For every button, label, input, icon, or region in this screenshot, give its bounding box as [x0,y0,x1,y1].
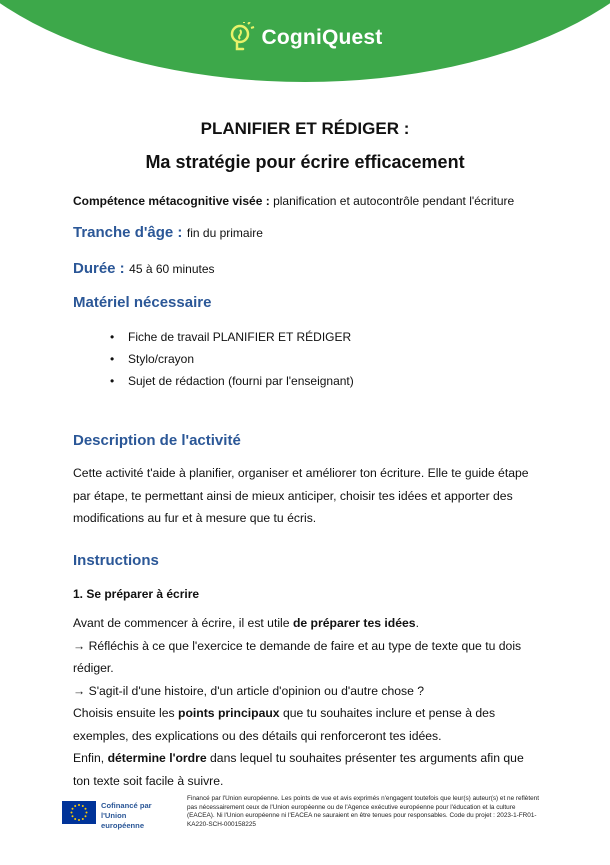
text-line: → S'agit-il d'une histoire, d'un article d'opinion ou d'autre chose ? [73,683,425,698]
duration-line [73,260,215,278]
page-title: PLANIFIER ET RÉDIGER : [200,119,410,138]
materials-list [110,326,354,392]
duration-value: 45 à 60 minutes [129,262,215,276]
bold-span: détermine l'ordre [107,751,207,765]
text-span: que tu souhaites inclure et pense à des [279,706,496,720]
text-line: → Réfléchis à ce que l'exercice te demande de faire et au type de texte que tu dois [73,638,522,653]
text-line: Cette activité t'aide à planifier, organiser et améliorer ton écriture. Elle te guide étape [73,466,529,480]
eu-flag-icon [62,801,96,824]
instructions-heading: Instructions [73,552,159,569]
brand-logo [0,22,610,54]
step1-text [73,612,543,792]
text-line: l'Union européenne [101,811,145,830]
list-item: • Fiche de travail PLANIFIER ET RÉDIGER [110,326,354,348]
age-label: Tranche d'âge : [73,224,183,241]
text-span: Avant de commencer à écrire, il est utile [73,616,293,630]
text-line: exemples, des explications ou des détails qui renforceront tes idées. [73,728,442,743]
text-line: modifications au fur et à mesure que tu écris. [73,511,317,525]
step1-title: 1. Se préparer à écrire [73,587,200,601]
description-text [73,462,543,530]
text-line [73,612,543,635]
age-value: fin du primaire [186,226,263,240]
competence-line [73,194,514,208]
list-item: • Stylo/crayon [110,348,354,370]
bold-span: de préparer tes idées [292,616,416,630]
text-span: dans lequel tu souhaites présenter tes arguments afin que [206,751,524,765]
page-subtitle: Ma stratégie pour écrire efficacement [145,152,465,172]
lightbulb-head-icon [228,22,256,54]
disclaimer-text: Financé par l'Union européenne. Les points de vue et avis exprimés n'engagent toutefois que leur(s) auteur(s) et ne reflètent pas nécessairement ceux de l'Union européenne ou de l'Agence exécutive européenne pour l'éducation et la culture (EACEA). Ni l'Union européenne ni l'EACEA ne sauraient en être tenues pour responsables. Code du projet : 2023-1-FR01-KA220-SCH-000158225 [187,795,540,828]
list-item: • Sujet de rédaction (fourni par l'enseignant) [110,370,354,392]
text-span: . [415,616,419,630]
text-line: ton texte soit facile à suivre. [73,773,224,788]
footer [62,795,542,835]
text-line [73,702,543,725]
competence-value: planification et autocontrôle pendant l'écriture [273,194,515,208]
eu-cofunded-label [101,801,171,831]
competence-label: Compétence métacognitive visée : [73,194,270,208]
text-line: par étape, te permettant ainsi de mieux anticiper, choisir tes idées et apporter des [73,488,513,503]
bold-span: points principaux [178,706,280,720]
text-line: Cofinancé par [101,801,152,810]
materials-heading: Matériel nécessaire [73,294,212,311]
age-line [73,224,263,242]
text-span: Enfin, [73,751,108,765]
duration-label: Durée : [73,260,125,277]
description-heading: Description de l'activité [73,432,241,449]
text-line [73,747,543,770]
text-line: rédiger. [73,661,114,675]
brand-name: CogniQuest [261,26,383,49]
text-span: Choisis ensuite les [73,706,178,720]
